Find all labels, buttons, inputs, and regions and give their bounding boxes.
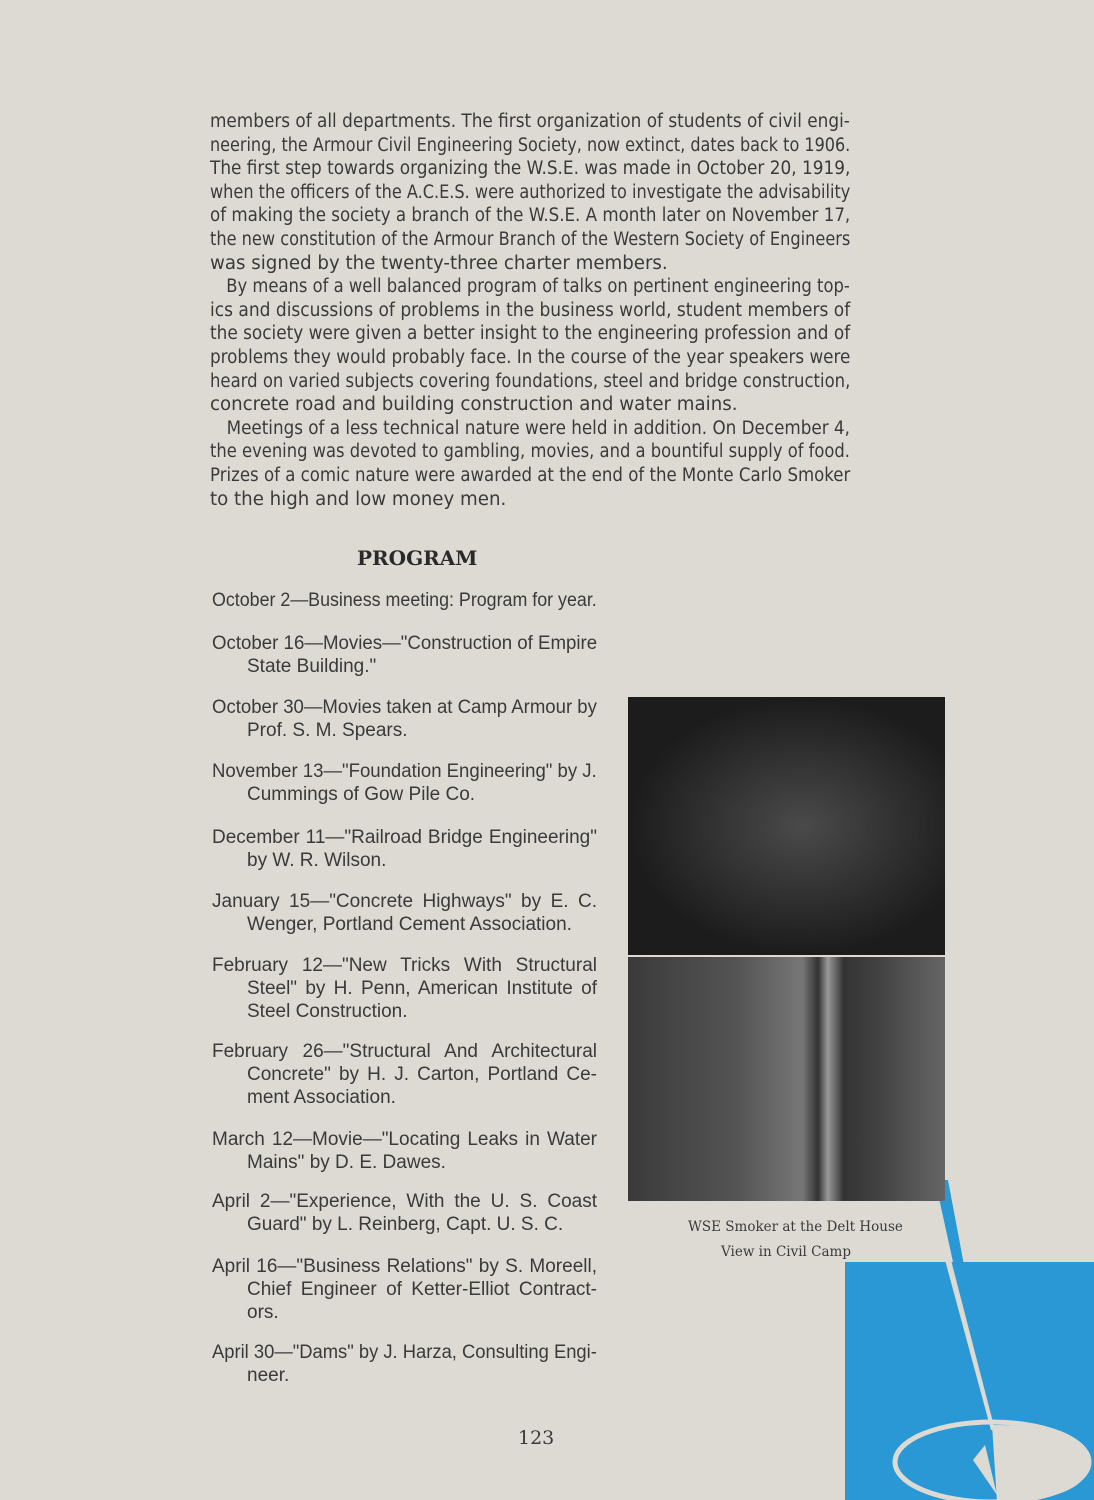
body-text bbox=[210, 110, 850, 511]
program-entry-line: October 2—Business meeting: Program for year. bbox=[212, 590, 597, 611]
program-entry-line: April 16—"Business Relations" by S. Moreell, bbox=[212, 1256, 597, 1277]
program-entry-line: ment Association. bbox=[247, 1087, 396, 1108]
program-entry bbox=[212, 632, 597, 678]
program-entry-line: by W. R. Wilson. bbox=[247, 850, 387, 871]
program-entry-line: neer. bbox=[247, 1365, 290, 1386]
caption-camp: View in Civil Camp bbox=[721, 1244, 851, 1260]
body-line: the evening was devoted to gambling, movies, and a bountiful supply of food. bbox=[210, 441, 850, 463]
body-line: to the high and low money men. bbox=[210, 488, 507, 510]
program-heading: PROGRAM bbox=[357, 546, 478, 570]
program-entry-line: October 16—Movies—"Construction of Empire bbox=[212, 633, 598, 654]
program-entry-line: January 15—"Concrete Highways" by E. C. bbox=[212, 891, 597, 912]
program-entry-line: Cummings of Gow Pile Co. bbox=[247, 784, 476, 805]
program-entry bbox=[212, 1040, 597, 1109]
program-entry bbox=[212, 589, 597, 612]
body-line: neering, the Armour Civil Engineering Society, now extinct, dates back to 1906. bbox=[210, 134, 851, 156]
program-entry-line: Chief Engineer of Ketter-Elliot Contract- bbox=[247, 1279, 597, 1300]
program-entry-line: April 30—"Dams" by J. Harza, Consulting Engi- bbox=[212, 1342, 597, 1363]
program-entry-line: Steel" by H. Penn, American Institute of bbox=[247, 978, 597, 999]
body-line: Meetings of a less technical nature were held in addition. On December 4, bbox=[226, 417, 850, 439]
program-entry bbox=[212, 826, 597, 872]
program-entry bbox=[212, 760, 597, 806]
body-line: was signed by the twenty-three charter members. bbox=[210, 252, 668, 274]
program-entry bbox=[212, 954, 597, 1023]
program-entry-line: April 2—"Experience, With the U. S. Coast bbox=[212, 1191, 597, 1212]
program-entry bbox=[212, 890, 597, 936]
program-entry-line: Steel Construction. bbox=[247, 1001, 408, 1022]
page-number: 123 bbox=[518, 1427, 555, 1449]
program-entry-line: February 26—"Structural And Architectural bbox=[212, 1041, 597, 1062]
program-entry-line: State Building." bbox=[247, 656, 377, 677]
program-entry bbox=[212, 1341, 597, 1387]
program-entry-line: December 11—"Railroad Bridge Engineering" bbox=[212, 827, 597, 848]
program-entry-line: October 30—Movies taken at Camp Armour by bbox=[212, 697, 597, 718]
caption-smoker: WSE Smoker at the Delt House bbox=[688, 1219, 903, 1235]
program-entry-line: Guard" by L. Reinberg, Capt. U. S. C. bbox=[247, 1214, 564, 1235]
body-line: heard on varied subjects covering foundations, steel and bridge construction, bbox=[210, 370, 851, 392]
body-line: The first step towards organizing the W.S.E. was made in October 20, 1919, bbox=[210, 158, 851, 180]
body-line: ics and discussions of problems in the business world, student members of bbox=[210, 299, 851, 321]
camp-photo bbox=[628, 957, 945, 1201]
body-line: of making the society a branch of the W.S.E. A month later on November 17, bbox=[210, 205, 851, 227]
body-line: By means of a well balanced program of talks on pertinent engineering top- bbox=[226, 276, 850, 298]
program-entry-line: November 13—"Foundation Engineering" by J. bbox=[212, 761, 597, 782]
body-line: concrete road and building construction and water mains. bbox=[210, 394, 738, 416]
group-photo bbox=[628, 697, 945, 955]
program-entry-line: March 12—Movie—"Locating Leaks in Water bbox=[212, 1129, 597, 1150]
body-line: Prizes of a comic nature were awarded at the end of the Monte Carlo Smoker bbox=[210, 464, 851, 486]
program-entry bbox=[212, 1128, 597, 1174]
program-entry bbox=[212, 1190, 597, 1236]
body-line: problems they would probably face. In the course of the year speakers were bbox=[210, 346, 851, 368]
body-line: members of all departments. The first organization of students of civil engi- bbox=[210, 111, 850, 132]
body-line: the society were given a better insight to the engineering profession and of bbox=[210, 323, 851, 345]
program-entry bbox=[212, 1255, 597, 1324]
program-entry bbox=[212, 696, 597, 742]
program-entry-line: ors. bbox=[247, 1302, 279, 1323]
program-entry-line: Mains" by D. E. Dawes. bbox=[247, 1152, 446, 1173]
compass-emblem-icon bbox=[845, 1160, 1094, 1500]
program-entry-line: Wenger, Portland Cement Association. bbox=[247, 914, 572, 935]
body-line: when the officers of the A.C.E.S. were authorized to investigate the advisability bbox=[210, 181, 851, 203]
body-line: the new constitution of the Armour Branch of the Western Society of Engineers bbox=[210, 228, 851, 250]
program-entry-line: February 12—"New Tricks With Structural bbox=[212, 955, 597, 976]
program-entry-line: Concrete" by H. J. Carton, Portland Ce- bbox=[247, 1064, 597, 1085]
program-entry-line: Prof. S. M. Spears. bbox=[247, 720, 408, 741]
